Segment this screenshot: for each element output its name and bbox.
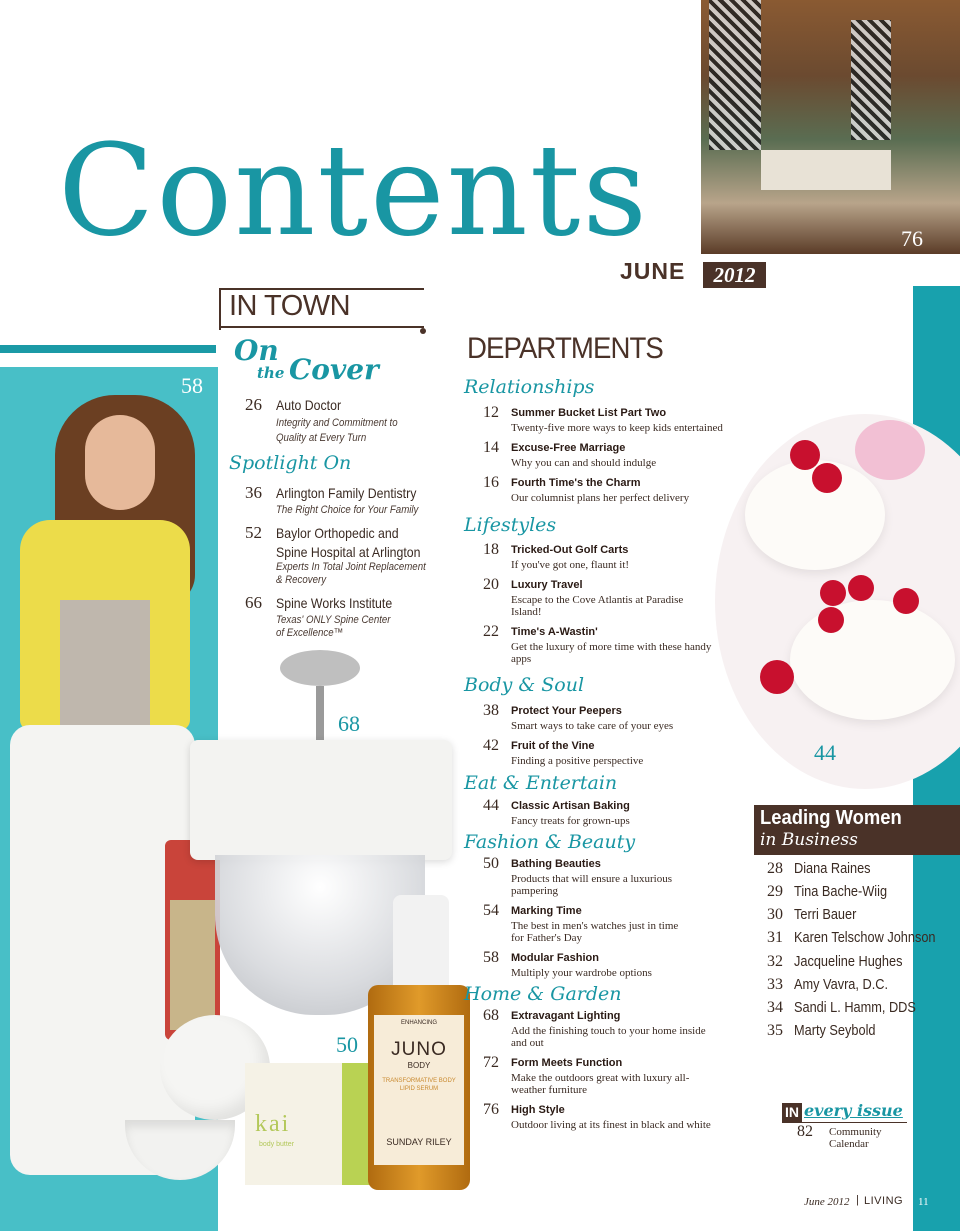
spotlight-item-title: Spine Hospital at Arlington [276,544,421,560]
leading-women-item[interactable] [767,1022,912,1042]
item-name: Jacqueline Hughes [794,953,903,970]
spotlight-item-title: Arlington Family Dentistry [276,485,417,501]
section-heading: Body & Soul [464,674,585,696]
spotlight-item-page: 52 [245,523,262,542]
raspberry-graphic [812,463,842,493]
department-item[interactable] [467,737,757,769]
curtain-graphic [709,0,761,150]
item-page: 16 [483,474,499,491]
item-page: 54 [483,902,499,919]
chandelier-canopy [280,650,360,686]
in-town-heading: IN TOWN [229,290,351,322]
curtain-graphic [851,20,891,140]
department-item[interactable] [467,855,757,899]
item-description: Make the outdoors great with luxury all-weather furniture [511,1072,690,1096]
footer-separator: | [856,1194,859,1206]
item-page: 76 [483,1101,499,1118]
sofa-graphic [761,150,891,190]
item-description: Escape to the Cove Atlantis at Paradise Island! [511,594,684,618]
spotlight-item-subtitle: Texas' ONLY Spine Center [276,614,391,626]
footer-page-number: 11 [918,1196,929,1208]
department-item[interactable] [467,1101,757,1133]
section-heading: Home & Garden [464,983,622,1005]
every-issue-title[interactable]: Community Calendar [829,1126,882,1150]
spotlight-heading: Spotlight On [229,452,352,474]
item-page: 68 [483,1007,499,1024]
department-item[interactable] [467,902,757,946]
cover-item-subtitle: Integrity and Commitment to [276,417,398,429]
issue-month: JUNE [620,258,686,284]
item-page: 38 [483,702,499,719]
item-page: 42 [483,737,499,754]
item-description: Multiply your wardrobe options [511,967,652,979]
bottle-pump [393,895,449,990]
department-item[interactable] [467,1054,757,1098]
item-page: 20 [483,576,499,593]
item-page: 14 [483,439,499,456]
item-page: 30 [767,906,783,923]
item-page: 44 [483,797,499,814]
spotlight-item[interactable] [245,523,445,585]
item-page: 32 [767,953,783,970]
flower-graphic [855,420,925,480]
leading-women-title: Leading Women [760,807,902,829]
spotlight-item[interactable] [245,593,445,643]
page-ref-model: 58 [181,373,203,398]
department-item[interactable] [467,949,757,981]
bottle-brand: JUNO [391,1039,447,1060]
spotlight-item-title: Baylor Orthopedic and [276,525,399,541]
section-heading: Eat & Entertain [464,772,618,794]
item-title: High Style [511,1104,565,1116]
spotlight-item-subtitle: of Excellence™ [276,627,344,639]
item-title: Bathing Beauties [511,858,601,870]
every-issue-in-badge: IN [782,1103,802,1122]
spotlight-item[interactable] [245,483,445,519]
item-title: Protect Your Peepers [511,705,622,717]
item-title: Form Meets Function [511,1057,623,1069]
spotlight-item-subtitle: & Recovery [276,574,327,586]
bottle-type: TRANSFORMATIVE BODY LIPID SERUM [382,1078,456,1092]
page-title: Contents [58,117,650,264]
raspberry-graphic [790,440,820,470]
item-description: Get the luxury of more time with these handy apps [511,641,712,665]
kai-brand: kai [255,1111,291,1137]
model-face-shape [85,415,155,510]
item-description: Twenty-five more ways to keep kids entertained [511,422,723,434]
department-item[interactable] [467,541,757,573]
page-ref-dessert: 44 [814,740,836,765]
leading-women-subtitle: in Business [760,830,858,850]
issue-year: 2012 [703,262,766,288]
spotlight-item-title: Spine Works Institute [276,595,393,611]
raspberry-graphic [893,588,919,614]
leading-women-item[interactable] [767,976,912,996]
item-description: Fancy treats for grown-ups [511,815,630,827]
chandelier-chain [316,686,324,746]
item-description: The best in men's watches just in time for Father's Day [511,920,679,944]
in-town-underline [219,326,424,328]
leading-women-item[interactable] [767,953,912,973]
item-title: Fourth Time's the Charm [511,477,641,489]
item-title: Modular Fashion [511,952,599,964]
bottle-label [374,1015,464,1165]
item-page: 34 [767,999,783,1016]
item-description: Add the finishing touch to your home inside and out [511,1025,706,1049]
raspberry-graphic [820,580,846,606]
every-issue-heading: every issue [804,1101,903,1120]
item-page: 29 [767,883,783,900]
cover-item[interactable] [245,395,445,450]
department-item[interactable] [467,1007,757,1051]
spotlight-item-subtitle: Experts In Total Joint Replacement [276,561,426,573]
raspberry-graphic [760,660,794,694]
patio-photo [701,0,960,254]
department-item[interactable] [467,797,757,829]
page-ref-chandelier: 68 [338,711,360,736]
item-name: Amy Vavra, D.C. [794,976,888,993]
department-item[interactable] [467,404,757,436]
page-ref-patio: 76 [901,226,923,251]
leading-women-item[interactable] [767,929,936,949]
item-page: 31 [767,929,783,946]
kai-sub: body butter [259,1141,295,1148]
item-name: Karen Telschow Johnson [794,929,936,946]
section-heading: Relationships [464,376,595,398]
cover-item-title: Auto Doctor [276,397,342,413]
footer-date: June 2012 [804,1196,850,1208]
leading-women-item[interactable] [767,999,916,1019]
leading-women-item[interactable] [767,883,912,903]
item-description: Outdoor living at its finest in black and white [511,1119,711,1131]
on-the-cover-heading-the: the [257,364,285,382]
item-page: 12 [483,404,499,421]
on-the-cover-heading-cover: Cover [289,353,379,386]
raspberry-graphic [848,575,874,601]
item-name: Marty Seybold [794,1022,876,1039]
item-page: 33 [767,976,783,993]
on-the-cover-heading-on: On [234,334,279,367]
department-item[interactable] [467,474,757,506]
cover-item-page: 26 [245,395,262,414]
bottle-line: BODY [407,1061,431,1070]
every-issue-page[interactable]: 82 [797,1123,813,1140]
page-ref-products: 50 [336,1032,358,1057]
chandelier-shade [190,740,452,860]
item-title: Summer Bucket List Part Two [511,407,667,419]
leading-women-item[interactable] [767,906,912,926]
item-description: Why you can and should indulge [511,457,657,469]
item-title: Fruit of the Vine [511,740,595,752]
item-name: Terri Bauer [794,906,857,923]
item-page: 35 [767,1022,783,1039]
item-description: Our columnist plans her perfect delivery [511,492,690,504]
item-page: 72 [483,1054,499,1071]
department-item[interactable] [467,623,757,667]
footer-magazine: LIVING [864,1195,904,1207]
item-page: 18 [483,541,499,558]
item-title: Time's A-Wastin' [511,626,598,638]
item-title: Tricked-Out Golf Carts [511,544,629,556]
item-title: Luxury Travel [511,579,583,591]
section-heading: Lifestyles [464,514,557,536]
item-name: Sandi L. Hamm, DDS [794,999,916,1016]
item-page: 50 [483,855,499,872]
meringue-graphic [790,600,955,720]
cover-item-subtitle: Quality at Every Turn [276,432,367,444]
raspberry-graphic [818,607,844,633]
item-description: Smart ways to take care of your eyes [511,720,674,732]
item-page: 22 [483,623,499,640]
departments-heading: DEPARTMENTS [467,332,663,365]
spotlight-item-subtitle: The Right Choice for Your Family [276,504,419,516]
model-bag-panel [170,900,215,1030]
item-name: Tina Bache-Wiig [794,883,888,900]
item-title: Marking Time [511,905,582,917]
item-description: Finding a positive perspective [511,755,644,767]
item-name: Diana Raines [794,860,871,877]
bottle-maker: SUNDAY RILEY [386,1137,452,1147]
item-title: Classic Artisan Baking [511,800,630,812]
spotlight-item-page: 66 [245,593,262,612]
kai-box-side [342,1063,370,1185]
section-heading: Fashion & Beauty [464,831,636,853]
item-title: Extravagant Lighting [511,1010,621,1022]
department-item[interactable] [467,439,757,471]
department-item[interactable] [467,702,757,734]
spotlight-item-page: 36 [245,483,262,502]
item-page: 28 [767,860,783,877]
department-item[interactable] [467,576,757,620]
item-description: If you've got one, flaunt it! [511,559,630,571]
teal-divider-strip [0,345,216,353]
bottle-top-text: ENHANCING [400,1020,437,1026]
leading-women-item[interactable] [767,860,912,880]
item-description: Products that will ensure a luxurious pampering [511,873,673,897]
item-title: Excuse-Free Marriage [511,442,626,454]
item-page: 58 [483,949,499,966]
